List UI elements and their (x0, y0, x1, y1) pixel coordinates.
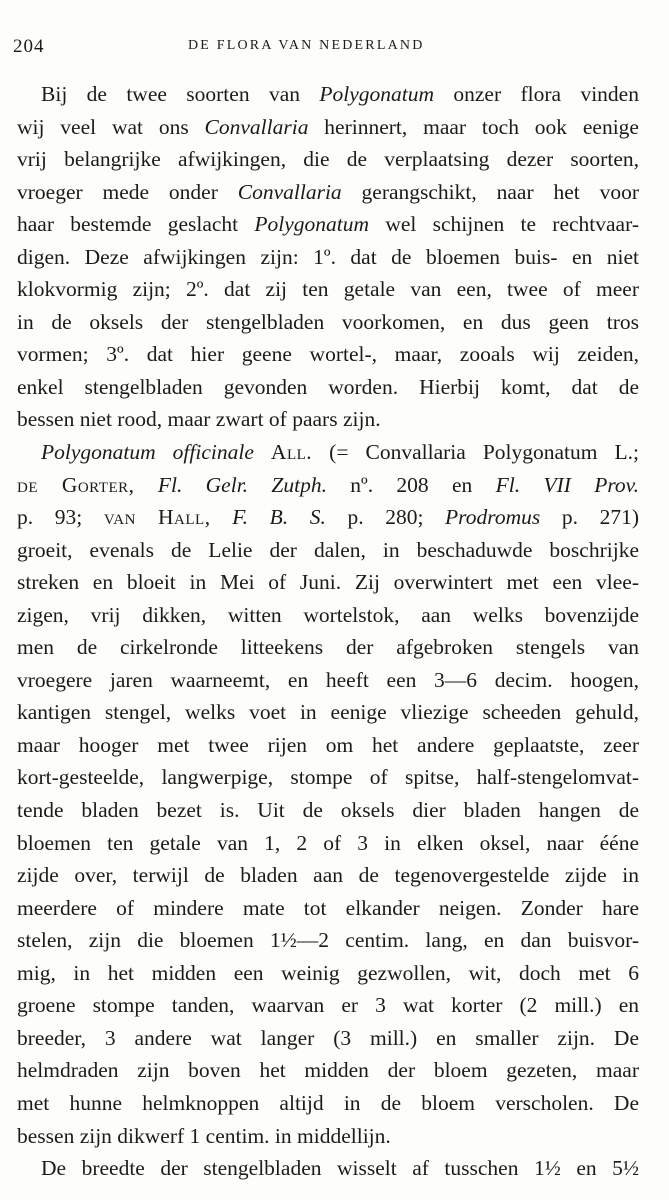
text-line: Bij de twee soorten van Polygonatum onzer flora vinden (41, 82, 639, 106)
text-line: kantigen stengel, welks voet in eenige vliezige scheeden gehuld, (17, 700, 639, 725)
text-line: vroeger mede onder Convallaria gerangschikt, naar het voor (17, 179, 639, 204)
text-line: maar hooger met twee rijen om het andere geplaatste, zeer (17, 732, 639, 757)
text-line: digen. Deze afwijkingen zijn: 1º. dat de bloemen buis- en niet (17, 244, 639, 269)
text-line: streken en bloeit in Mei of Juni. Zij overwintert met een vlee- (17, 570, 639, 595)
text-line: bloemen ten getale van 1, 2 of 3 in elken oksel, naar ééne (17, 830, 639, 855)
text-line: de Gorter, Fl. Gelr. Zutph. nº. 208 en Fl. VII Prov. (17, 472, 639, 497)
text-line: bessen niet rood, maar zwart of paars zijn. (17, 407, 381, 432)
author-name: van Hall, (103, 505, 211, 530)
reference-title: Prodromus (445, 505, 541, 530)
text-line: stelen, zijn die bloemen 1½—2 centim. lang, en dan buisvor- (17, 928, 639, 953)
taxon-name: Convallaria (204, 114, 309, 139)
text-line: kort-gesteelde, langwerpige, stompe of spitse, half-stengelomvat- (17, 765, 639, 790)
text-line: zigen, vrij dikken, witten wortelstok, aan welks bovenzijde (17, 602, 639, 627)
text-line: vroegere jaren waarneemt, en heeft een 3—6 decim. hoogen, (17, 667, 639, 692)
text-line: enkel stengelbladen gevonden worden. Hierbij komt, dat de (17, 374, 639, 399)
text-line: breeder, 3 andere wat langer (3 mill.) en smaller zijn. De (17, 1025, 639, 1050)
body-text (17, 78, 639, 1185)
text-line: in de oksels der stengelbladen voorkomen, en dus geen tros (17, 309, 639, 334)
taxon-name: Polygonatum (319, 82, 435, 106)
page-header (13, 36, 639, 60)
text-line: helmdraden zijn boven het midden der bloem gezeten, maar (17, 1058, 639, 1083)
author-name: All. (270, 440, 313, 465)
text-line: groene stompe tanden, waarvan er 3 wat korter (2 mill.) en (17, 993, 639, 1018)
text-line: De breedte der stengelbladen wisselt af tusschen 1½ en 5½ (41, 1156, 639, 1181)
text-line: vrij belangrijke afwijkingen, die de verplaatsing dezer soorten, (17, 147, 639, 172)
taxon-name: Polygonatum officinale (41, 440, 254, 465)
text-line: men de cirkelronde litteekens der afgebroken stengels van (17, 635, 639, 660)
text-line: mig, in het midden een weinig gezwollen, wit, doch met 6 (17, 960, 639, 985)
reference-title: Fl. VII Prov. (495, 472, 639, 497)
text-line: haar bestemde geslacht Polygonatum wel schijnen te rechtvaar- (17, 212, 639, 237)
text-line: vormen; 3º. dat hier geene wortel-, maar, zooals wij zeiden, (17, 342, 639, 367)
text-line: Polygonatum officinale All. (= Convallaria Polygonatum L.; (41, 440, 639, 465)
text-line: groeit, evenals de Lelie der dalen, in beschaduwde boschrijke (17, 537, 639, 562)
text-line: met hunne helmknoppen altijd in de bloem verscholen. De (17, 1090, 639, 1115)
text-line: zijde over, terwijl de bladen aan de tegenovergestelde zijde in (17, 863, 639, 888)
reference-title: Fl. Gelr. Zutph. (157, 472, 327, 497)
taxon-name: Convallaria (237, 179, 342, 204)
page-number: 204 (13, 36, 45, 57)
text-line: wij veel wat ons Convallaria herinnert, maar toch ook eenige (17, 114, 639, 139)
taxon-name: Polygonatum (254, 212, 370, 237)
text-line: klokvormig zijn; 2º. dat zij ten getale van een, twee of meer (17, 277, 639, 302)
text-line: bessen zijn dikwerf 1 centim. in middellijn. (17, 1123, 391, 1148)
author-name: de Gorter, (17, 472, 135, 497)
text-line: meerdere of mindere mate tot elkander neigen. Zonder hare (17, 895, 639, 920)
running-head: DE FLORA VAN NEDERLAND (188, 38, 425, 53)
text-line: tende bladen bezet is. Uit de oksels dier bladen hangen de (17, 798, 639, 823)
reference-title: F. B. S. (232, 505, 326, 530)
text-line: p. 93; van Hall, F. B. S. p. 280; Prodromus p. 271) (17, 505, 639, 530)
